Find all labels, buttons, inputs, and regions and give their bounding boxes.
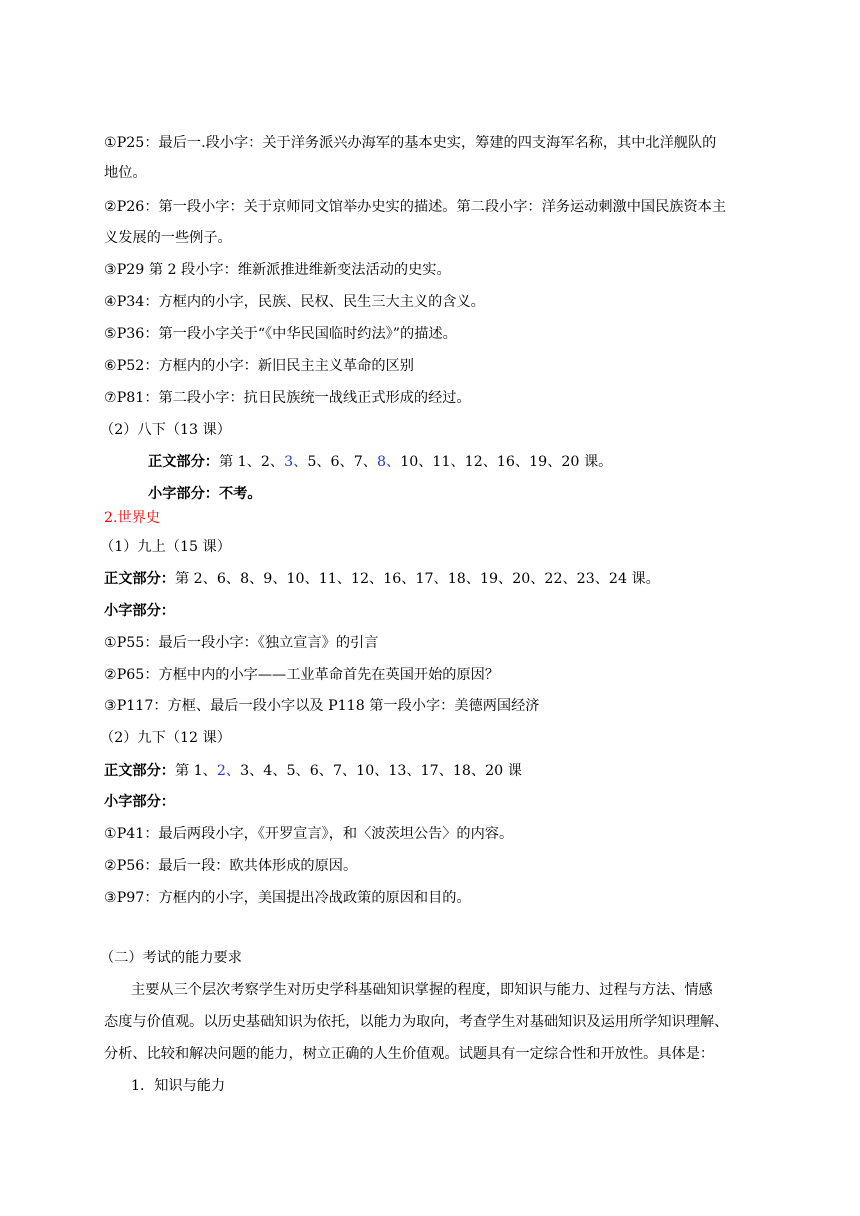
main-text-highlight: 8、 — [376, 454, 401, 470]
grade9-up-small-label: 小字部分： — [104, 603, 175, 619]
china-small-item-7: ⑦P81：第二段小字：抗日民族统一战线正式形成的经过。 — [104, 390, 471, 406]
grade9-down-main — [104, 761, 760, 781]
china-small-item-2a: ②P26：第一段小字：关于京师同文馆举办史实的描述。第二段小字：洋务运动刺激中国民族资本主 — [104, 199, 727, 215]
grade9-up-item-1: ①P55：最后一段小字：《独立宣言》的引言 — [104, 635, 379, 651]
main-text: 3、4、5、6、7、10、13、17、18、20 课 — [240, 763, 522, 779]
small-label: 小字部分： — [148, 486, 219, 502]
grade9-down-heading: （2）九下（12 课） — [100, 730, 231, 746]
main-text: 第 1、 — [174, 763, 217, 779]
china-small-item-5: ⑤P36：第一段小字关于“《中华民国临时约法》”的描述。 — [104, 326, 457, 342]
china-small-item-6: ⑥P52：方框内的小字：新旧民主主义革命的区别 — [104, 358, 414, 374]
main-text-highlight: 3、 — [284, 454, 308, 470]
main-text: 第 1、2、 — [218, 454, 285, 470]
ability-heading: （二）考试的能力要求 — [100, 950, 242, 966]
grade8-down-heading: （2）八下（13 课） — [100, 422, 231, 438]
main-label: 正文部分： — [104, 571, 175, 587]
grade9-down-item-1: ①P41：最后两段小字，《开罗宣言》，和〈波茨坦公告〉的内容。 — [104, 826, 514, 842]
grade9-up-item-2: ②P65：方框中内的小字——工业革命首先在英国开始的原因？ — [104, 667, 500, 683]
grade9-up-item-3: ③P117：方框、最后一段小字以及 P118 第一段小字：美德两国经济 — [104, 698, 540, 714]
main-text: 第 2、6、8、9、10、11、12、16、17、18、19、20、22、23、24 课。 — [174, 571, 660, 587]
world-history-heading: 2.世界史 — [104, 510, 161, 526]
main-text: 10、11、12、16、19、20 课。 — [400, 454, 613, 470]
main-label: 正文部分： — [104, 763, 175, 779]
china-small-item-4: ④P34：方框内的小字，民族、民权、民生三大主义的含义。 — [104, 294, 485, 310]
grade9-down-item-3: ③P97：方框内的小字，美国提出冷战政策的原因和目的。 — [104, 890, 471, 906]
grade9-down-small-label: 小字部分： — [104, 794, 175, 810]
grade8-down-main — [148, 452, 760, 472]
grade9-down-item-2: ②P56：最后一段：欧共体形成的原因。 — [104, 858, 358, 874]
china-small-item-1b: 地位。 — [104, 165, 147, 181]
main-text: 5、6、7、 — [307, 454, 377, 470]
ability-para-1: 主要从三个层次考察学生对历史学科基础知识掌握的程度，即知识与能力、过程与方法、情感 — [131, 982, 713, 998]
grade9-up-heading: （1）九上（15 课） — [100, 539, 231, 555]
ability-sub-1: 1．知识与能力 — [131, 1078, 226, 1094]
small-value: 不考。 — [218, 486, 262, 502]
grade8-down-small — [148, 484, 760, 504]
ability-para-2: 态度与价值观。以历史基础知识为依托，以能力为取向，考查学生对基础知识及运用所学知识理解、 — [104, 1014, 729, 1030]
grade9-up-main — [104, 569, 760, 589]
ability-para-3: 分析、比较和解决问题的能力，树立正确的人生价值观。试题具有一定综合性和开放性。具体是： — [104, 1046, 715, 1062]
china-small-item-2b: 义发展的一些例子。 — [104, 230, 232, 246]
main-text-highlight: 2、 — [216, 763, 241, 779]
main-label: 正文部分： — [148, 454, 219, 470]
china-small-item-1a: ①P25：最后一.段小字：关于洋务派兴办海军的基本史实，筹建的四支海军名称，其中北洋舰队的 — [104, 135, 717, 151]
china-small-item-3: ③P29 第 2 段小字：维新派推进维新变法活动的史实。 — [104, 262, 451, 278]
